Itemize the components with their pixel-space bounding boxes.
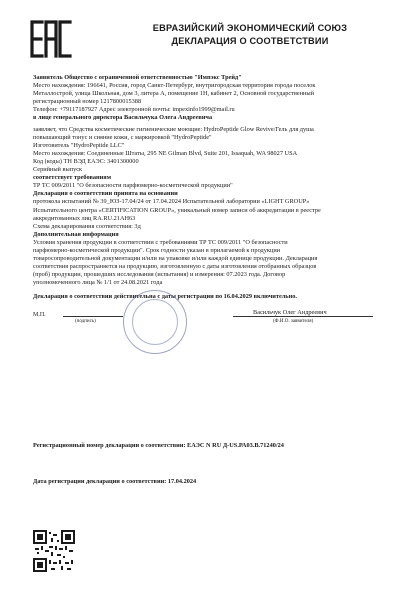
text-line: ТР ТС 009/2011 "О безопасности парфюмерно-косметической продукции" xyxy=(33,182,233,190)
text-line: Телефон: +79117187927 Адрес электронной почты: impexinfo1999@mail.ru xyxy=(33,106,235,114)
text-line: Место нахождения: 196641, Россия, город Санкт-Петербург, внутригородская территория города поселок xyxy=(33,82,316,90)
validity-line: Декларация о соответствии действительна с даты регистрации по 16.04.2029 включительно. xyxy=(33,293,297,301)
registration-date: Дата регистрации декларации о соответствии: 17.04.2024 xyxy=(33,478,197,485)
text-line: Условия хранения продукции в соответствии с требованиями ТР ТС 009/2011 "О безопасности xyxy=(33,238,288,246)
section-heading: соответствует требованиям xyxy=(33,174,111,182)
text-line: аккредитованных лиц RA.RU.21AH63 xyxy=(33,214,136,222)
text-line: (проб) продукции, прошедших исследования (испытания) и измерения: 07.2023 года. Договор xyxy=(33,271,286,279)
text-line: уполномоченного лица № 1/1 от 24.08.2021 года xyxy=(33,279,163,287)
text-line: Место нахождения: Соединенные Штаты, 295 NE Gilman Blvd, Suite 201, Issaquah, WA 98027 USA xyxy=(33,149,298,157)
document-header xyxy=(30,18,400,66)
text-line: Испытательного центра «CERTIFICATION GROUP», уникальный номер записи об аккредитации в реестре xyxy=(33,206,321,214)
signature-line xyxy=(63,316,123,317)
signature-block xyxy=(33,302,395,330)
text-line: Металлострой, улица Школьная, дом 3, литера А, помещение 1Н, кабинет 2, Основной государственный xyxy=(33,90,315,98)
text-line: парфюмерно-косметической продукции". Срок годности указан в прилагаемой к продукции xyxy=(33,246,281,254)
registration-block xyxy=(33,442,393,458)
text-line: Серийный выпуск xyxy=(33,166,83,174)
title-line-2: ДЕКЛАРАЦИЯ О СООТВЕТСТВИИ xyxy=(171,36,329,46)
text-line: заявляет, что Средства косметические гигиенические моющие: HydroPeptide Glow Revive/Гель для душа xyxy=(33,125,314,133)
name-line xyxy=(233,316,373,317)
eac-logo xyxy=(30,18,72,60)
text-line: товаросопроводительной документации и/или на упаковке и/или каждой единице продукции. Декларация xyxy=(33,255,318,263)
stamp-place-label: М.П. xyxy=(33,311,46,318)
signer-name: Васильчук Олег Андреевич xyxy=(253,308,327,316)
text-line: повышающий тонус и сияние кожи, с маркировкой "HydroPeptide" xyxy=(33,133,212,141)
declaration-body xyxy=(33,74,395,330)
qr-code xyxy=(33,530,75,572)
section-heading: Декларация о соответствии принята на основании xyxy=(33,190,178,198)
text-line: регистрационный номер 1217800015388 xyxy=(33,98,142,106)
company-stamp xyxy=(123,290,187,354)
section-heading: Дополнительная информация xyxy=(33,230,119,238)
text-line: Код (коды) ТН ВЭД ЕАЭС: 3401300000 xyxy=(33,157,139,165)
applicant-line: Заявитель Общество с ограниченной ответственностью "Импэкс Трейд" xyxy=(33,74,242,81)
text-line: Изготовитель "HydroPeptide LLC" xyxy=(33,141,125,149)
signature-caption: (подпись) xyxy=(75,318,96,324)
name-caption: (Ф.И.О. заявителя) xyxy=(273,318,314,324)
text-line: в лице генерального директора Васильчука Олега Андреевича xyxy=(33,114,213,122)
document-title xyxy=(105,22,395,48)
registration-number: Регистрационный номер декларации о соответствии: ЕАЭС N RU Д-US.РА03.В.71240/24 xyxy=(33,442,284,449)
title-line-1: ЕВРАЗИЙСКИЙ ЭКОНОМИЧЕСКИЙ СОЮЗ xyxy=(152,23,348,33)
text-line: соответствия распространяется на продукцию, изготовленную с даты изготовления отобранных образцов xyxy=(33,263,317,271)
text-line: Схема декларирования соответствия: 3д xyxy=(33,222,141,230)
text-line: протокола испытаний № 39_ЮЗ-17.04/24 от 17.04.2024 Испытательной лаборатории «LIGHT GROUP» xyxy=(33,198,310,206)
